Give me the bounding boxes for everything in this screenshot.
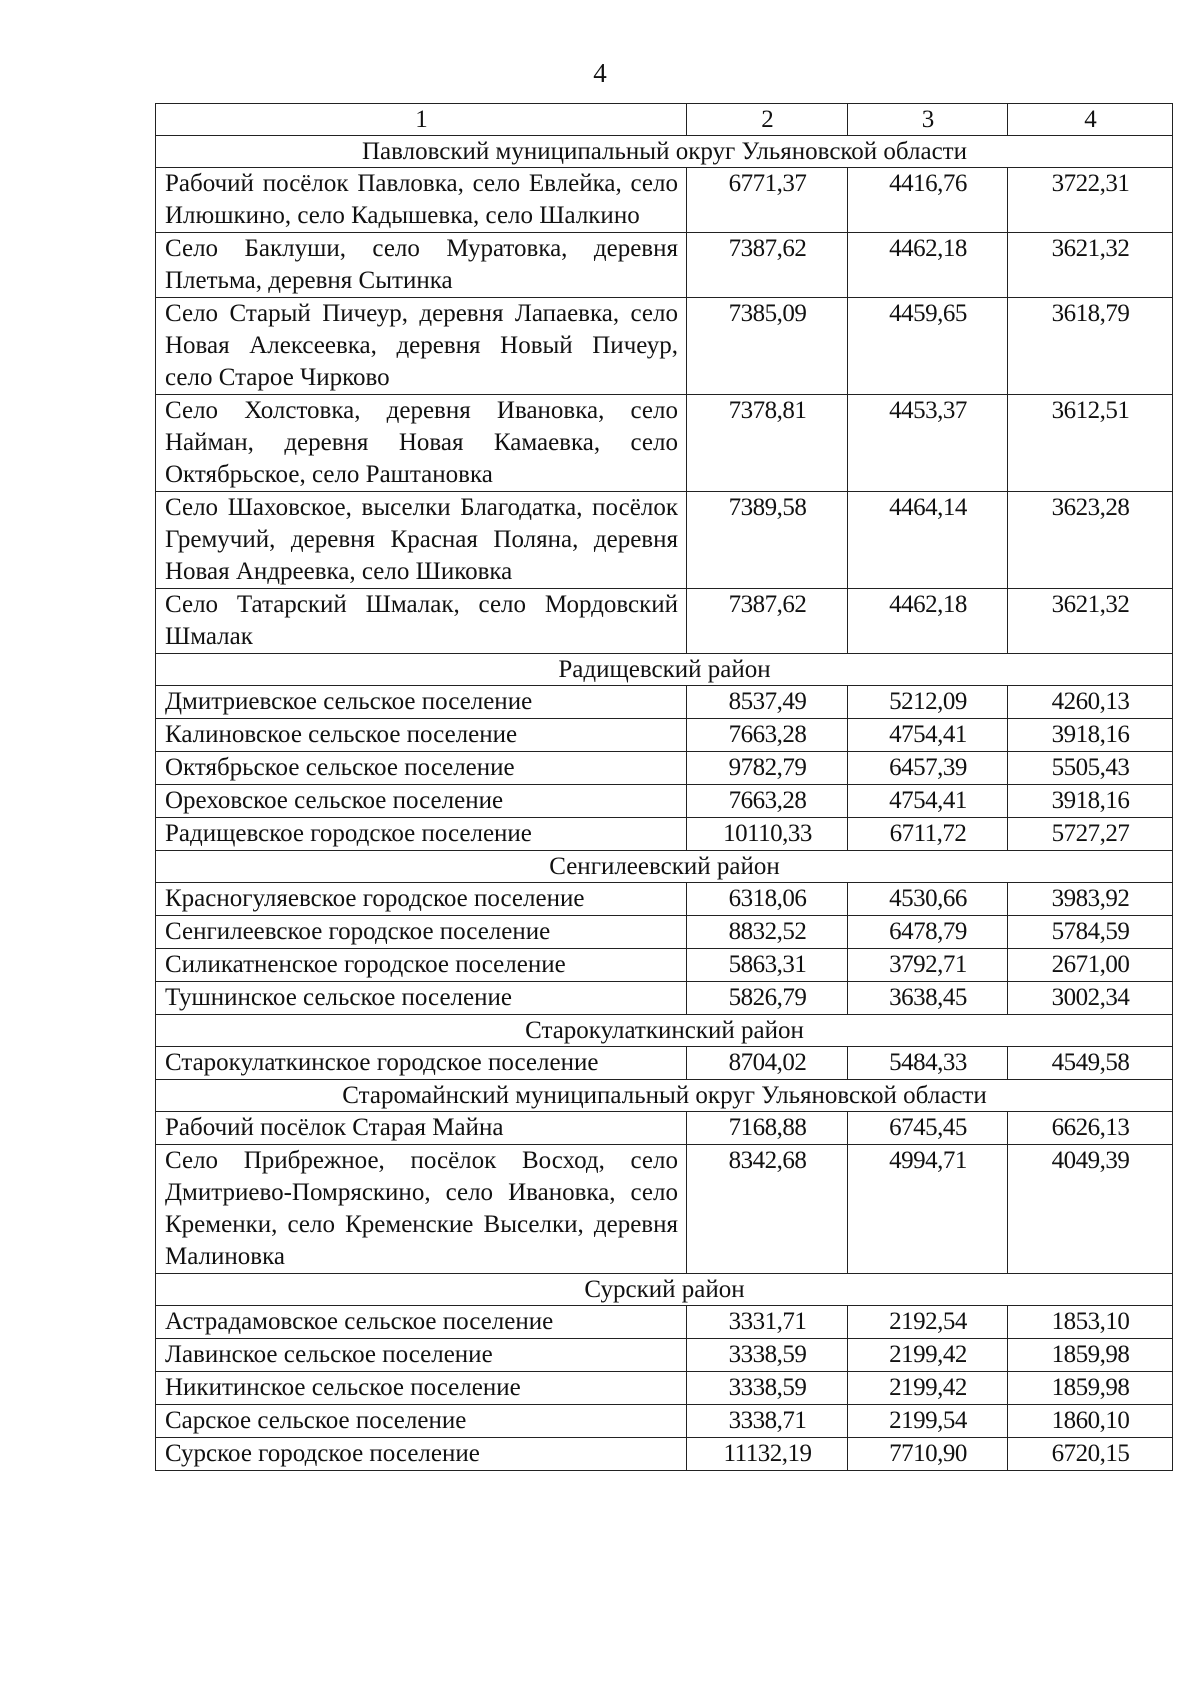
value-col-4: 3002,34 <box>1008 982 1173 1015</box>
table-row <box>156 916 1173 949</box>
settlement-name: Рабочий посёлок Павловка, село Евлейка, село Илюшкино, село Кадышевка, село Шалкино <box>156 168 687 233</box>
value-col-4: 3983,92 <box>1008 883 1173 916</box>
value-col-2: 6771,37 <box>687 168 848 233</box>
settlement-name: Калиновское сельское поселение <box>156 719 687 752</box>
value-col-3: 6478,79 <box>848 916 1008 949</box>
table-row <box>156 686 1173 719</box>
value-col-3: 4754,41 <box>848 719 1008 752</box>
settlement-name: Рабочий посёлок Старая Майна <box>156 1112 687 1145</box>
value-col-4: 2671,00 <box>1008 949 1173 982</box>
section-row <box>156 654 1173 686</box>
value-col-3: 7710,90 <box>848 1438 1008 1471</box>
value-col-2: 7389,58 <box>687 492 848 589</box>
table-row <box>156 298 1173 395</box>
settlement-name: Сарское сельское поселение <box>156 1405 687 1438</box>
tariff-table <box>155 103 1173 1471</box>
settlement-name: Сурское городское поселение <box>156 1438 687 1471</box>
table-row <box>156 719 1173 752</box>
value-col-2: 8342,68 <box>687 1145 848 1274</box>
page-number: 4 <box>593 58 607 88</box>
value-col-2: 7387,62 <box>687 589 848 654</box>
value-col-4: 4549,58 <box>1008 1047 1173 1080</box>
value-col-4: 6720,15 <box>1008 1438 1173 1471</box>
settlement-name: Лавинское сельское поселение <box>156 1339 687 1372</box>
table-row <box>156 1112 1173 1145</box>
value-col-4: 4049,39 <box>1008 1145 1173 1274</box>
column-header-3: 3 <box>848 104 1008 136</box>
value-col-3: 4464,14 <box>848 492 1008 589</box>
table-row <box>156 395 1173 492</box>
value-col-4: 1860,10 <box>1008 1405 1173 1438</box>
value-col-4: 4260,13 <box>1008 686 1173 719</box>
value-col-4: 3918,16 <box>1008 785 1173 818</box>
section-row <box>156 1274 1173 1306</box>
value-col-2: 3338,59 <box>687 1372 848 1405</box>
table-row <box>156 589 1173 654</box>
table-row <box>156 1372 1173 1405</box>
section-row <box>156 136 1173 168</box>
settlement-name: Астрадамовское сельское поселение <box>156 1306 687 1339</box>
value-col-2: 11132,19 <box>687 1438 848 1471</box>
table-body <box>156 136 1173 1471</box>
settlement-name: Село Шаховское, выселки Благодатка, посёлок Гремучий, деревня Красная Поляна, деревня Новая Андреевка, село Шиковка <box>156 492 687 589</box>
section-title: Старомайнский муниципальный округ Ульяновской области <box>156 1080 1173 1112</box>
settlement-name: Село Старый Пичеур, деревня Лапаевка, село Новая Алексеевка, деревня Новый Пичеур, село Старое Чирково <box>156 298 687 395</box>
value-col-4: 6626,13 <box>1008 1112 1173 1145</box>
value-col-4: 3918,16 <box>1008 719 1173 752</box>
value-col-2: 9782,79 <box>687 752 848 785</box>
value-col-3: 4462,18 <box>848 233 1008 298</box>
value-col-4: 5505,43 <box>1008 752 1173 785</box>
value-col-3: 3638,45 <box>848 982 1008 1015</box>
section-row <box>156 1080 1173 1112</box>
value-col-3: 4416,76 <box>848 168 1008 233</box>
value-col-4: 3623,28 <box>1008 492 1173 589</box>
value-col-3: 4462,18 <box>848 589 1008 654</box>
table-row <box>156 818 1173 851</box>
section-title: Сурский район <box>156 1274 1173 1306</box>
value-col-3: 6711,72 <box>848 818 1008 851</box>
section-title: Радищевский район <box>156 654 1173 686</box>
value-col-3: 4530,66 <box>848 883 1008 916</box>
value-col-4: 1853,10 <box>1008 1306 1173 1339</box>
table-row <box>156 752 1173 785</box>
value-col-3: 6745,45 <box>848 1112 1008 1145</box>
table-row <box>156 1047 1173 1080</box>
settlement-name: Сенгилеевское городское поселение <box>156 916 687 949</box>
column-header-2: 2 <box>687 104 848 136</box>
column-header-1: 1 <box>156 104 687 136</box>
section-row <box>156 1015 1173 1047</box>
value-col-4: 3618,79 <box>1008 298 1173 395</box>
value-col-3: 2192,54 <box>848 1306 1008 1339</box>
table-row <box>156 1438 1173 1471</box>
value-col-2: 7663,28 <box>687 785 848 818</box>
value-col-3: 2199,42 <box>848 1372 1008 1405</box>
value-col-3: 4453,37 <box>848 395 1008 492</box>
table-row <box>156 168 1173 233</box>
settlement-name: Село Татарский Шмалак, село Мордовский Шмалак <box>156 589 687 654</box>
table-row <box>156 492 1173 589</box>
column-header-4: 4 <box>1008 104 1173 136</box>
settlement-name: Дмитриевское сельское поселение <box>156 686 687 719</box>
settlement-name: Село Холстовка, деревня Ивановка, село Найман, деревня Новая Камаевка, село Октябрьское, село Раштановка <box>156 395 687 492</box>
table-row <box>156 883 1173 916</box>
value-col-4: 5784,59 <box>1008 916 1173 949</box>
value-col-2: 7378,81 <box>687 395 848 492</box>
settlement-name: Октябрьское сельское поселение <box>156 752 687 785</box>
value-col-3: 3792,71 <box>848 949 1008 982</box>
value-col-2: 5826,79 <box>687 982 848 1015</box>
table-row <box>156 1145 1173 1274</box>
value-col-2: 10110,33 <box>687 818 848 851</box>
value-col-2: 8704,02 <box>687 1047 848 1080</box>
settlement-name: Радищевское городское поселение <box>156 818 687 851</box>
table-header <box>156 104 1173 136</box>
value-col-4: 3621,32 <box>1008 589 1173 654</box>
value-col-4: 1859,98 <box>1008 1339 1173 1372</box>
value-col-3: 4459,65 <box>848 298 1008 395</box>
settlement-name: Красногуляевское городское поселение <box>156 883 687 916</box>
value-col-3: 5484,33 <box>848 1047 1008 1080</box>
value-col-3: 5212,09 <box>848 686 1008 719</box>
value-col-2: 7385,09 <box>687 298 848 395</box>
value-col-3: 4754,41 <box>848 785 1008 818</box>
settlement-name: Никитинское сельское поселение <box>156 1372 687 1405</box>
value-col-4: 3621,32 <box>1008 233 1173 298</box>
section-row <box>156 851 1173 883</box>
value-col-4: 3612,51 <box>1008 395 1173 492</box>
value-col-2: 7168,88 <box>687 1112 848 1145</box>
section-title: Павловский муниципальный округ Ульяновской области <box>156 136 1173 168</box>
value-col-3: 2199,54 <box>848 1405 1008 1438</box>
section-title: Старокулаткинский район <box>156 1015 1173 1047</box>
settlement-name: Тушнинское сельское поселение <box>156 982 687 1015</box>
value-col-3: 4994,71 <box>848 1145 1008 1274</box>
table-row <box>156 982 1173 1015</box>
value-col-3: 6457,39 <box>848 752 1008 785</box>
value-col-2: 5863,31 <box>687 949 848 982</box>
section-title: Сенгилеевский район <box>156 851 1173 883</box>
settlement-name: Старокулаткинское городское поселение <box>156 1047 687 1080</box>
table-row <box>156 949 1173 982</box>
table-row <box>156 1306 1173 1339</box>
settlement-name: Ореховское сельское поселение <box>156 785 687 818</box>
settlement-name: Село Прибрежное, посёлок Восход, село Дмитриево-Помряскино, село Ивановка, село Кременки, село Кременские Выселки, деревня Малиновка <box>156 1145 687 1274</box>
value-col-4: 5727,27 <box>1008 818 1173 851</box>
table-row <box>156 785 1173 818</box>
value-col-2: 7663,28 <box>687 719 848 752</box>
value-col-3: 2199,42 <box>848 1339 1008 1372</box>
table-row <box>156 1405 1173 1438</box>
settlement-name: Силикатненское городское поселение <box>156 949 687 982</box>
value-col-2: 6318,06 <box>687 883 848 916</box>
value-col-2: 8537,49 <box>687 686 848 719</box>
value-col-2: 3338,71 <box>687 1405 848 1438</box>
value-col-2: 7387,62 <box>687 233 848 298</box>
table-row <box>156 1339 1173 1372</box>
table-row <box>156 233 1173 298</box>
value-col-2: 3338,59 <box>687 1339 848 1372</box>
value-col-4: 1859,98 <box>1008 1372 1173 1405</box>
value-col-2: 8832,52 <box>687 916 848 949</box>
value-col-4: 3722,31 <box>1008 168 1173 233</box>
value-col-2: 3331,71 <box>687 1306 848 1339</box>
settlement-name: Село Баклуши, село Муратовка, деревня Плетьма, деревня Сытинка <box>156 233 687 298</box>
